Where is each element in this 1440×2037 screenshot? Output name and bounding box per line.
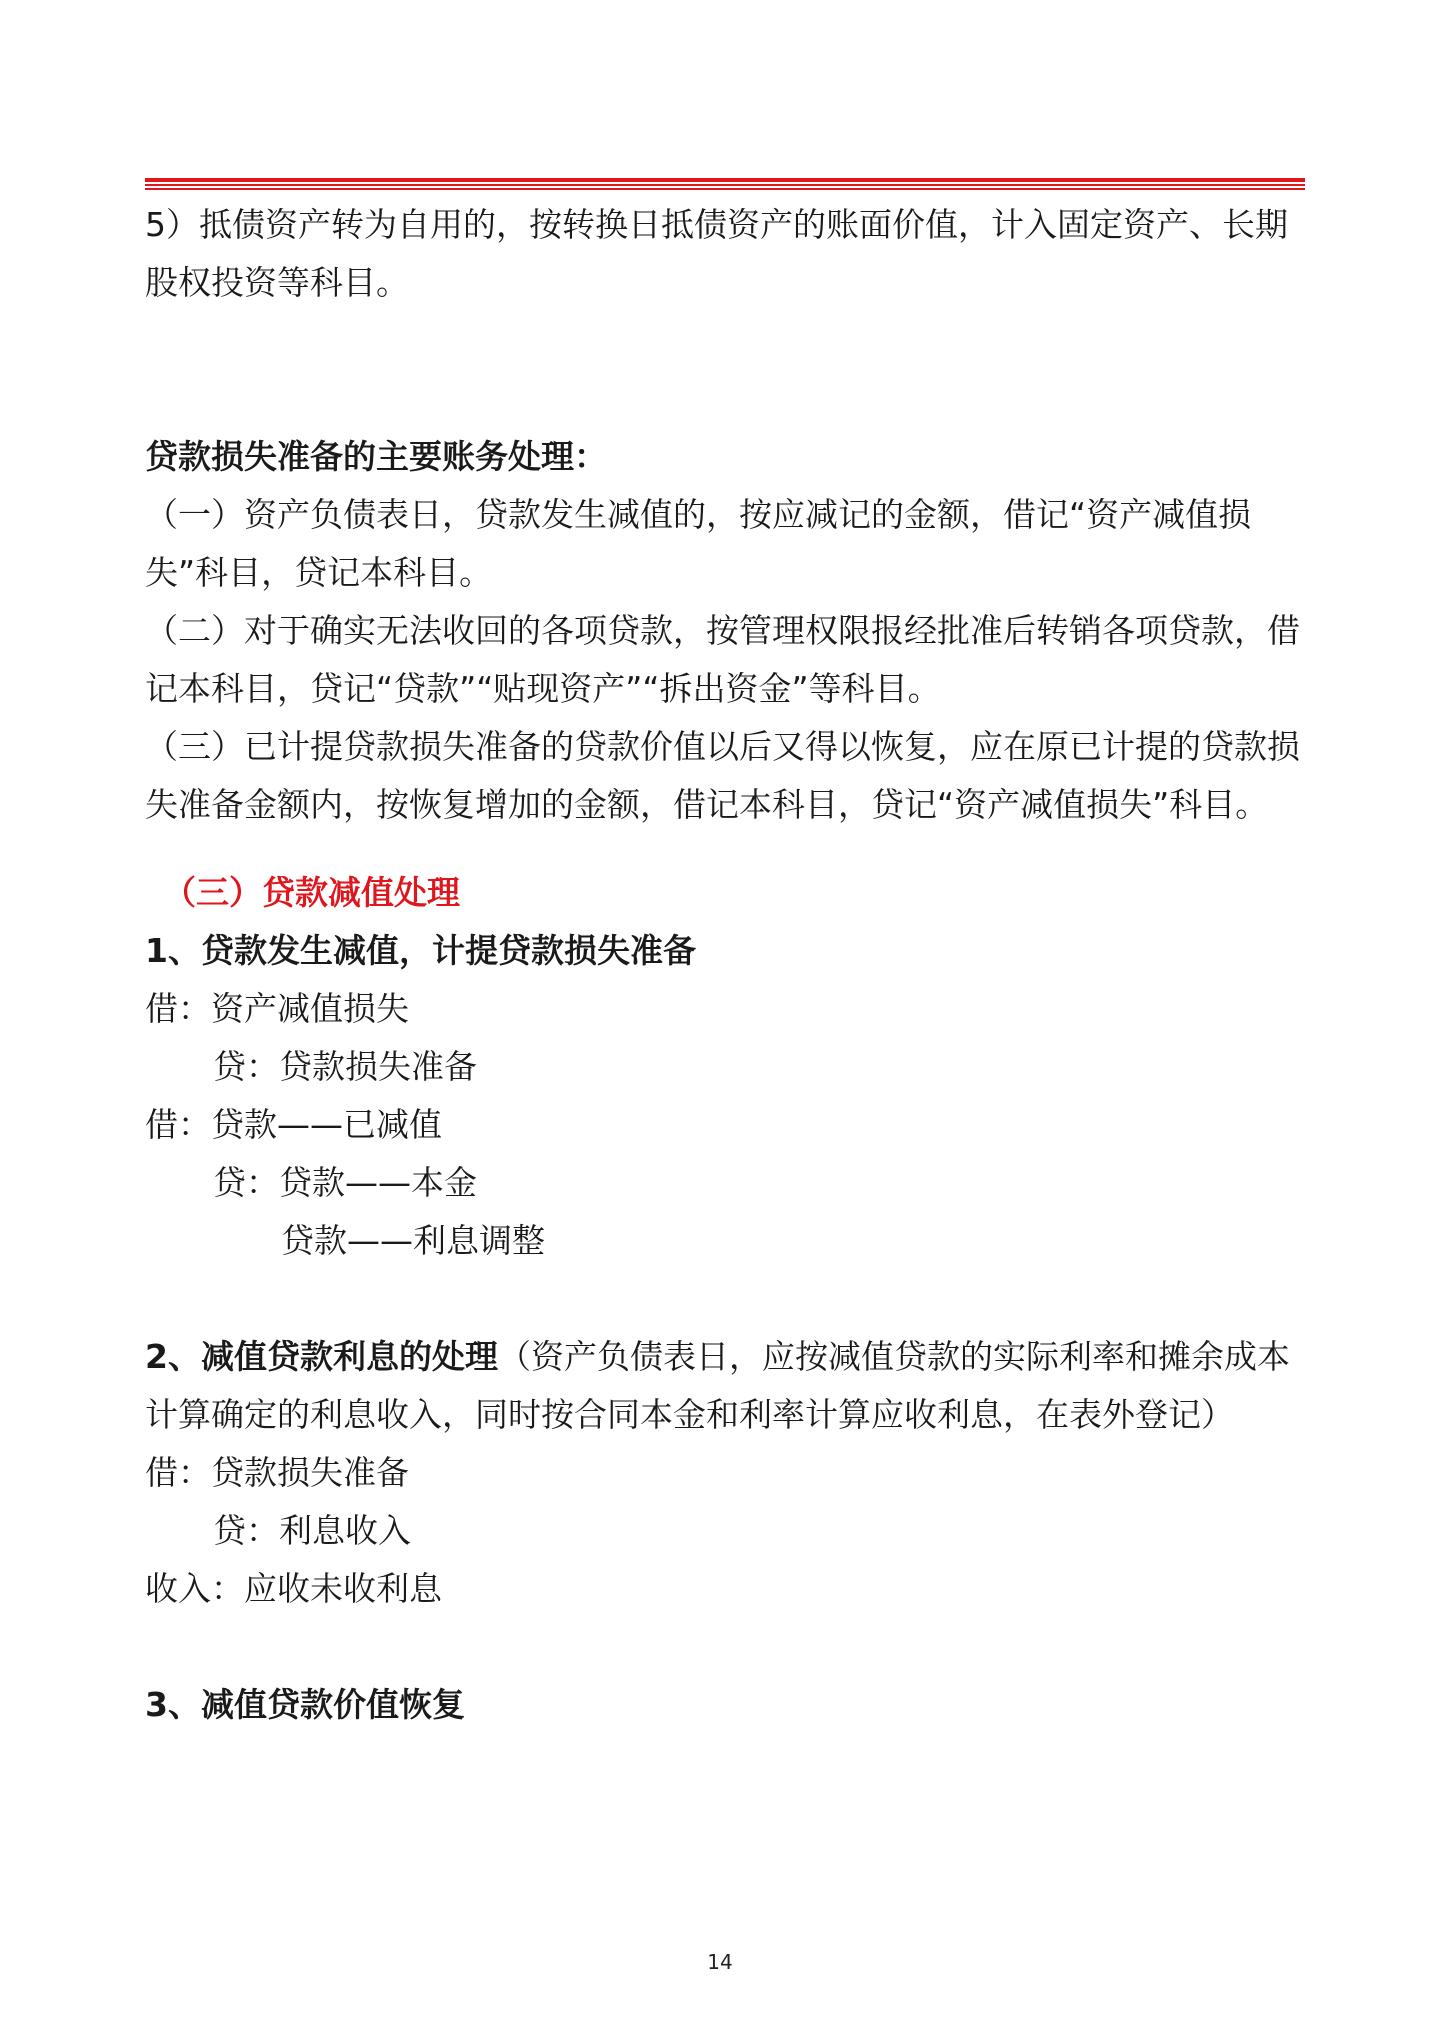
entry-line: 贷：贷款——本金 xyxy=(213,1163,477,1202)
subsection-2-title: 2、减值贷款利息的处理 xyxy=(145,1337,498,1376)
subsection-1-title: 1、贷款发生减值，计提贷款损失准备 xyxy=(145,931,696,970)
subsection-3-title: 3、减值贷款价值恢复 xyxy=(145,1685,465,1724)
loss-item-3: （三）已计提贷款损失准备的贷款价值以后又得以恢复，应在原已计提的贷款损失准备金额内，按恢复增加的金额，借记本科目，贷记“资产减值损失”科目。 xyxy=(145,727,1300,824)
entry-line: 借：资产减值损失 xyxy=(145,989,409,1028)
loss-item-2: （二）对于确实无法收回的各项贷款，按管理权限报经批准后转销各项贷款，借记本科目，贷记“贷款”“贴现资产”“拆出资金”等科目。 xyxy=(145,611,1300,708)
entry-line: 贷款——利息调整 xyxy=(281,1221,545,1260)
page-number: 14 xyxy=(707,1950,733,1974)
entry-line: 贷：利息收入 xyxy=(213,1511,411,1550)
header-red-rule xyxy=(145,178,1305,191)
entry-line: 贷：贷款损失准备 xyxy=(213,1047,477,1086)
document-body xyxy=(145,196,1305,1734)
item-5-paragraph: 5）抵债资产转为自用的，按转换日抵债资产的账面价值，计入固定资产、长期股权投资等科目。 xyxy=(145,205,1288,302)
subsection-2-note: （资产负债表日，应按减值贷款的实际利率和摊余成本计算确定的利息收入，同时按合同本金和利率计算应收利息，在表外登记） xyxy=(145,1337,1290,1434)
loss-provision-heading: 贷款损失准备的主要账务处理： xyxy=(145,437,607,476)
entry-line: 借：贷款损失准备 xyxy=(145,1453,409,1492)
entry-line: 收入：应收未收利息 xyxy=(145,1569,442,1608)
entry-line: 借：贷款——已减值 xyxy=(145,1105,442,1144)
loss-item-1: （一）资产负债表日，贷款发生减值的，按应减记的金额，借记“资产减值损失”科目，贷记本科目。 xyxy=(145,495,1252,592)
section-title: （三）贷款减值处理 xyxy=(163,873,460,912)
subsection-2-paragraph xyxy=(145,1328,1305,1444)
